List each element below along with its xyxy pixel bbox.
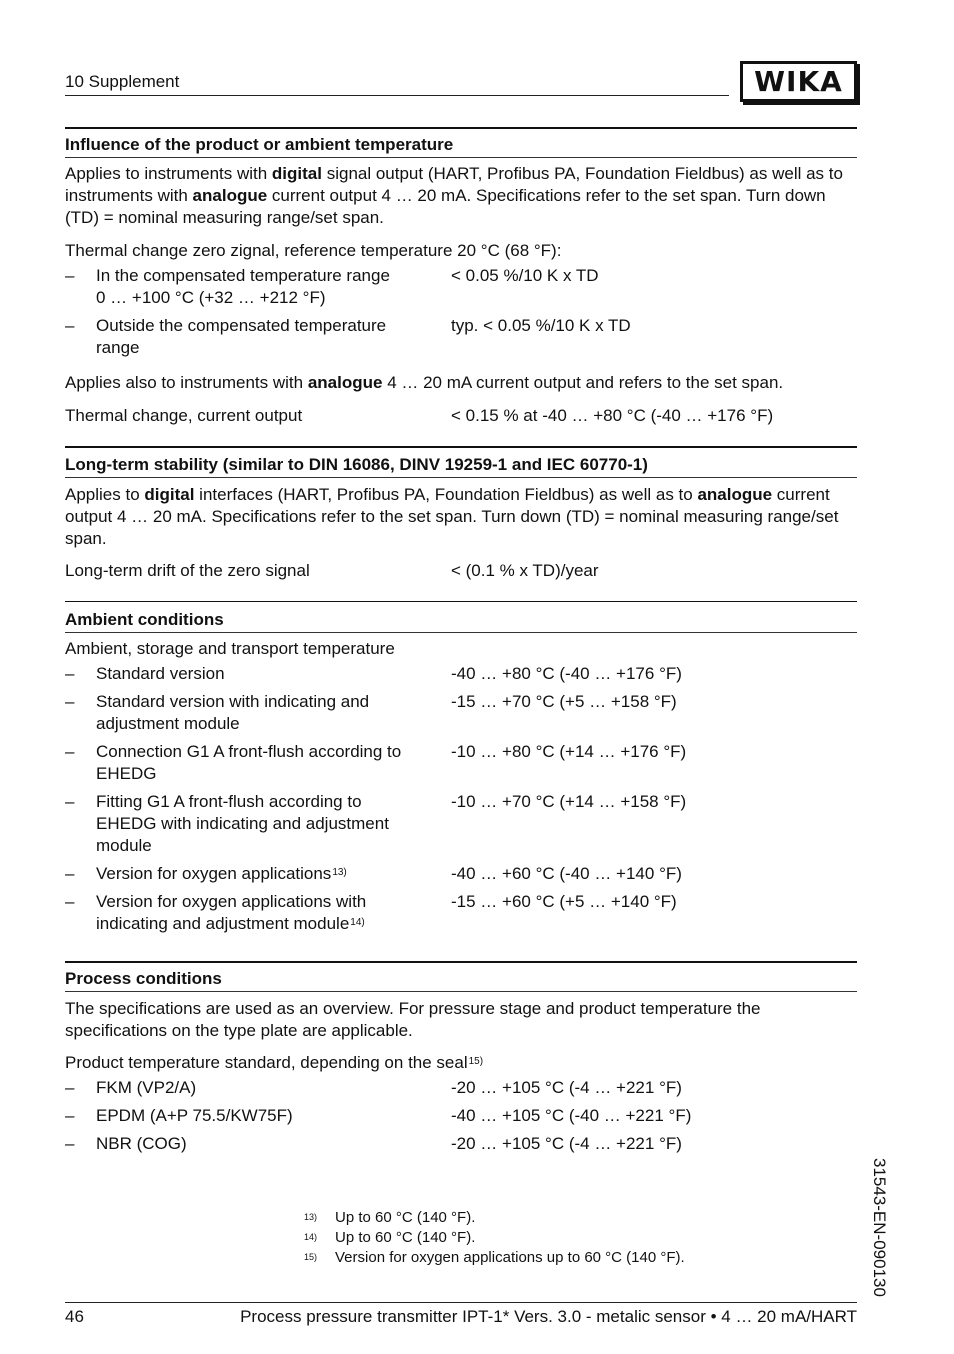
ambient-label: Ambient, storage and transport temperature: [65, 639, 395, 658]
footer-rule: [65, 1302, 857, 1303]
section-rule-bottom: [65, 157, 857, 158]
header-rule: [65, 95, 729, 96]
section-title-ambient: Ambient conditions: [65, 610, 224, 629]
wika-logo: [740, 61, 857, 102]
section-rule-bottom: [65, 632, 857, 633]
list-item-label: Connection G1 A front-flush according to EHEDG: [96, 742, 402, 783]
temperature-intro: Applies to instruments with digital signal output (HART, Profibus PA, Foundation Fieldbus) as well as to instruments with analogue current output 4 … 20 mA. Specifications refer to the set span. Turn down (TD) = nominal measuring range/set span.: [65, 164, 843, 227]
list-dash: –: [65, 1106, 75, 1125]
current-output-value: < 0.15 % at -40 … +80 °C (-40 … +176 °F): [451, 406, 774, 425]
list-item-label: In the compensated temperature range 0 … +100 °C (+32 … +212 °F): [96, 266, 390, 307]
product-temperature-label: Product temperature standard, depending on the seal$^{15)}$: [65, 1053, 484, 1072]
drift-value: < (0.1 % x TD)/year: [451, 561, 599, 580]
section-rule-top: [65, 446, 857, 448]
document-code: 31543-EN-090130: [870, 1158, 889, 1297]
list-item-value: < 0.05 %/10 K x TD: [451, 266, 599, 285]
list-item-value: -20 … +105 °C (-4 … +221 °F): [451, 1134, 682, 1153]
section-title-process: Process conditions: [65, 969, 222, 988]
list-dash: –: [65, 742, 75, 761]
thermal-change-label: Thermal change zero zignal, reference temperature 20 °C (68 °F):: [65, 241, 562, 260]
section-rule-top: [65, 127, 857, 129]
list-item-value: typ. < 0.05 %/10 K x TD: [451, 316, 631, 335]
footnote-text: Up to 60 °C (140 °F).: [335, 1209, 476, 1226]
list-item-value: -40 … +80 °C (-40 … +176 °F): [451, 664, 682, 683]
list-dash: –: [65, 692, 75, 711]
list-dash: –: [65, 864, 75, 883]
list-item-label: Version for oxygen applications with indicating and adjustment module$^{14)}$: [96, 892, 367, 933]
list-item-value: -15 … +60 °C (+5 … +140 °F): [451, 892, 677, 911]
list-item-value: -20 … +105 °C (-4 … +221 °F): [451, 1078, 682, 1097]
list-dash: –: [65, 792, 75, 811]
list-dash: –: [65, 266, 75, 285]
footnote-ref: 14): [350, 917, 365, 928]
footnote-text: Version for oxygen applications up to 60 °C (140 °F).: [335, 1249, 685, 1266]
list-item-label: Standard version: [96, 664, 225, 683]
current-output-label: Thermal change, current output: [65, 406, 303, 425]
list-item-label: Standard version with indicating and adjustment module: [96, 692, 370, 733]
logo-text: WIKA: [754, 64, 843, 98]
drift-label: Long-term drift of the zero signal: [65, 561, 310, 580]
list-item-label: Version for oxygen applications$^{13)}$: [96, 864, 347, 883]
list-dash: –: [65, 664, 75, 683]
section-rule-top: [65, 961, 857, 963]
section-rule-bottom: [65, 477, 857, 478]
list-item-label: FKM (VP2/A): [96, 1078, 197, 1097]
list-item-label: EPDM (A+P 75.5/KW75F): [96, 1106, 293, 1125]
section-title-stability: Long-term stability (similar to DIN 16086, DINV 19259-1 and IEC 60770-1): [65, 455, 648, 474]
applies-also-text: Applies also to instruments with analogue 4 … 20 mA current output and refers to the set span.: [65, 373, 784, 392]
list-dash: –: [65, 1078, 75, 1097]
list-dash: –: [65, 316, 75, 335]
footnote-ref: 15): [468, 1056, 484, 1067]
list-item-value: -10 … +70 °C (+14 … +158 °F): [451, 792, 687, 811]
footer-title: Process pressure transmitter IPT-1* Vers. 3.0 - metalic sensor • 4 … 20 mA/HART: [240, 1307, 857, 1326]
page-number: 46: [65, 1307, 84, 1326]
section-rule-bottom: [65, 991, 857, 992]
footnote-text: Up to 60 °C (140 °F).: [335, 1229, 476, 1246]
footnote-mark: 13): [304, 1212, 318, 1222]
list-item-label: Outside the compensated temperature range: [96, 316, 387, 357]
list-item-label: Fitting G1 A front-flush according to EHEDG with indicating and adjustment module: [96, 792, 389, 855]
list-dash: –: [65, 1134, 75, 1153]
section-rule-top: [65, 601, 857, 602]
list-item-label: NBR (COG): [96, 1134, 187, 1153]
footnote-mark: 14): [304, 1232, 318, 1242]
stability-intro: Applies to digital interfaces (HART, Profibus PA, Foundation Fieldbus) as well as to analogue current output 4 … 20 mA. Specifications refer to the set span. Turn down (TD) = nominal measuring range/set span.: [65, 485, 839, 548]
section-title-temperature: Influence of the product or ambient temperature: [65, 135, 454, 154]
list-item-value: -10 … +80 °C (+14 … +176 °F): [451, 742, 687, 761]
footnote-ref: 13): [332, 867, 347, 878]
list-dash: –: [65, 892, 75, 911]
list-item-value: -15 … +70 °C (+5 … +158 °F): [451, 692, 677, 711]
section-header: 10 Supplement: [65, 72, 180, 91]
process-intro: The specifications are used as an overview. For pressure stage and product temperature the specifications on the type plate are applicable.: [65, 999, 761, 1040]
list-item-value: -40 … +60 °C (-40 … +140 °F): [451, 864, 682, 883]
list-item-value: -40 … +105 °C (-40 … +221 °F): [451, 1106, 692, 1125]
footnote-mark: 15): [304, 1252, 318, 1262]
